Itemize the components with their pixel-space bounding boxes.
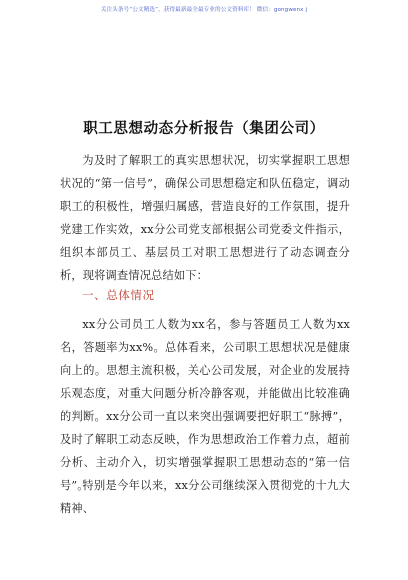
intro-paragraph: 为及时了解职工的真实思想状况，切实掌握职工思想状况的“第一信号”，确保公司思想稳定和队伍稳定，调动职工的积极性，增强归属感，营造良好的工作氛围，提升党建工作实效，xx分公司党支部根据公司党委文件指示，组织本部员工、基层员工对职工思想进行了动态调查分析，现将调查情况总结如下： [60, 154, 350, 282]
continuation-paragraph: 特别是今年以来，xx分公司继续深入贯彻党的十九大精神、 [60, 479, 350, 515]
section-heading-overview: 一、总体情况 [82, 288, 155, 302]
document-title: 职工思想动态分析报告（集团公司） [83, 121, 325, 137]
header-note: 关注头条号“公文精选”，获得最新最全最专业的公文资料库！ 微信：gongwenx j [100, 7, 308, 13]
overview-paragraph: xx分公司员工人数为xx名，参与答题员工人数为xx名，答题率为xx%。总体看来，公司职工思想状况是健康向上的。思想主流积极，关心公司发展，对企业的发展持乐观态度，对重大问题分析冷静客观，并能做出比较准确的判断。xx分公司一直以来突出强调要把好职工“脉搏”，及时了解职工动态反映，作为思想政治工作着力点，超前分析、主动介入，切实增强掌握职工思想动态的“第一信号”。 [60, 318, 350, 492]
